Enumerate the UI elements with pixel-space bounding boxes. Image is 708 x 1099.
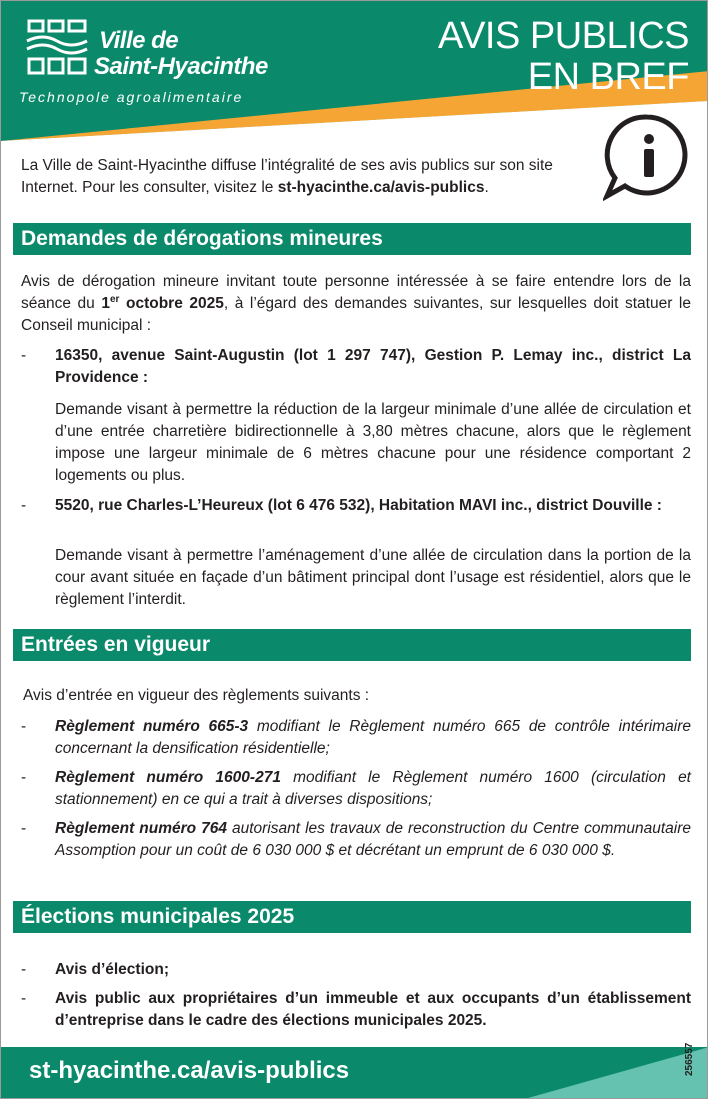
list-dash: -	[21, 990, 27, 1007]
derogations-intro-a: Avis de dérogation mineure invitant toute personne intéressée à se faire entendre lors de la séance du	[21, 273, 691, 312]
list-item-body	[21, 545, 691, 613]
election-notice: Avis d’élection;	[55, 961, 169, 978]
regulation-number: Règlement numéro 665-3	[55, 718, 249, 735]
list-dash: -	[21, 769, 27, 786]
intro-text: La Ville de Saint-Hyacinthe diffuse l’intégralité de ses avis publics sur son site Internet. Pour les consulter, visitez le	[21, 157, 553, 196]
notice-title-line1: AVIS PUBLICS	[438, 15, 689, 57]
section-heading-derogations: Demandes de dérogations mineures	[13, 223, 691, 255]
list-item	[21, 988, 691, 1034]
section-heading-entrees: Entrées en vigueur	[13, 629, 691, 661]
list-item	[21, 818, 691, 886]
intro-paragraph	[21, 155, 596, 199]
brand-tagline: Technopole agroalimentaire	[19, 89, 244, 105]
list-dash: -	[21, 718, 27, 735]
regulation-description: modifiant le Règlement numéro 1600 (circulation et stationnement) en ce qui a trait à diverses dispositions;	[55, 769, 691, 808]
list-dash: -	[21, 497, 27, 514]
brand-name-line2: Saint-Hyacinthe	[94, 53, 268, 80]
list-item-text: Demande visant à permettre la réduction de la largeur minimale d’une allée de circulation et d’une entrée charretière bidirectionnelle à 3,80 mètres chacune, alors que le règlement impose une largeur minimale de 6 mètres chacune pour une résidence comportant 2 logements ou plus.	[55, 401, 691, 484]
list-dash: -	[21, 347, 27, 364]
section-heading-elections: Élections municipales 2025	[13, 901, 691, 933]
header	[1, 1, 708, 151]
list-dash: -	[21, 820, 27, 837]
footer-url[interactable]: st-hyacinthe.ca/avis-publics	[29, 1057, 350, 1084]
brand-name-line1: Ville de	[99, 27, 179, 54]
entrees-intro: Avis d’entrée en vigueur des règlements suivants :	[23, 687, 370, 704]
intro-end: .	[484, 179, 489, 196]
list-item	[21, 767, 691, 813]
city-logo-icon	[25, 19, 89, 77]
info-icon	[603, 111, 695, 203]
derogations-intro	[21, 271, 691, 337]
list-item	[21, 495, 691, 541]
meeting-date: 1er octobre 2025	[101, 294, 224, 312]
list-item-heading: 5520, rue Charles-L’Heureux (lot 6 476 532), Habitation MAVI inc., district Douville :	[55, 497, 662, 514]
regulation-number: Règlement numéro 764	[55, 820, 227, 837]
list-item-heading: 16350, avenue Saint-Augustin (lot 1 297 747), Gestion P. Lemay inc., district La Providence :	[55, 347, 691, 386]
list-item	[21, 716, 691, 762]
regulation-number: Règlement numéro 1600-271	[55, 769, 281, 786]
intro-link[interactable]: st-hyacinthe.ca/avis-publics	[277, 179, 485, 196]
ad-code: 256557	[684, 1042, 695, 1076]
regulation-description: modifiant le Règlement numéro 665 de contrôle intérimaire concernant la densification résidentielle;	[55, 718, 691, 757]
list-dash: -	[21, 961, 27, 978]
list-item-text: Demande visant à permettre l’aménagement d’une allée de circulation dans la portion de la cour avant située en façade d’un bâtiment principal dont l’usage est résidentiel, alors que le règlement l’interdit.	[55, 547, 691, 608]
notice-title-line2: EN BREF	[527, 56, 689, 98]
list-item	[21, 345, 691, 391]
derogations-intro-b: , à l’égard des demandes suivantes, sur lesquelles doit statuer le Conseil municipal :	[21, 295, 691, 334]
list-item	[21, 959, 691, 983]
election-notice: Avis public aux propriétaires d’un immeuble et aux occupants d’un établissement d’entreprise dans le cadre des élections municipales 2025.	[55, 990, 691, 1029]
regulation-description: autorisant les travaux de reconstruction du Centre communautaire Assomption pour un coût de 6 030 000 $ et décrétant un emprunt de 6 030 000 $.	[55, 820, 691, 859]
list-item-body	[21, 399, 691, 489]
